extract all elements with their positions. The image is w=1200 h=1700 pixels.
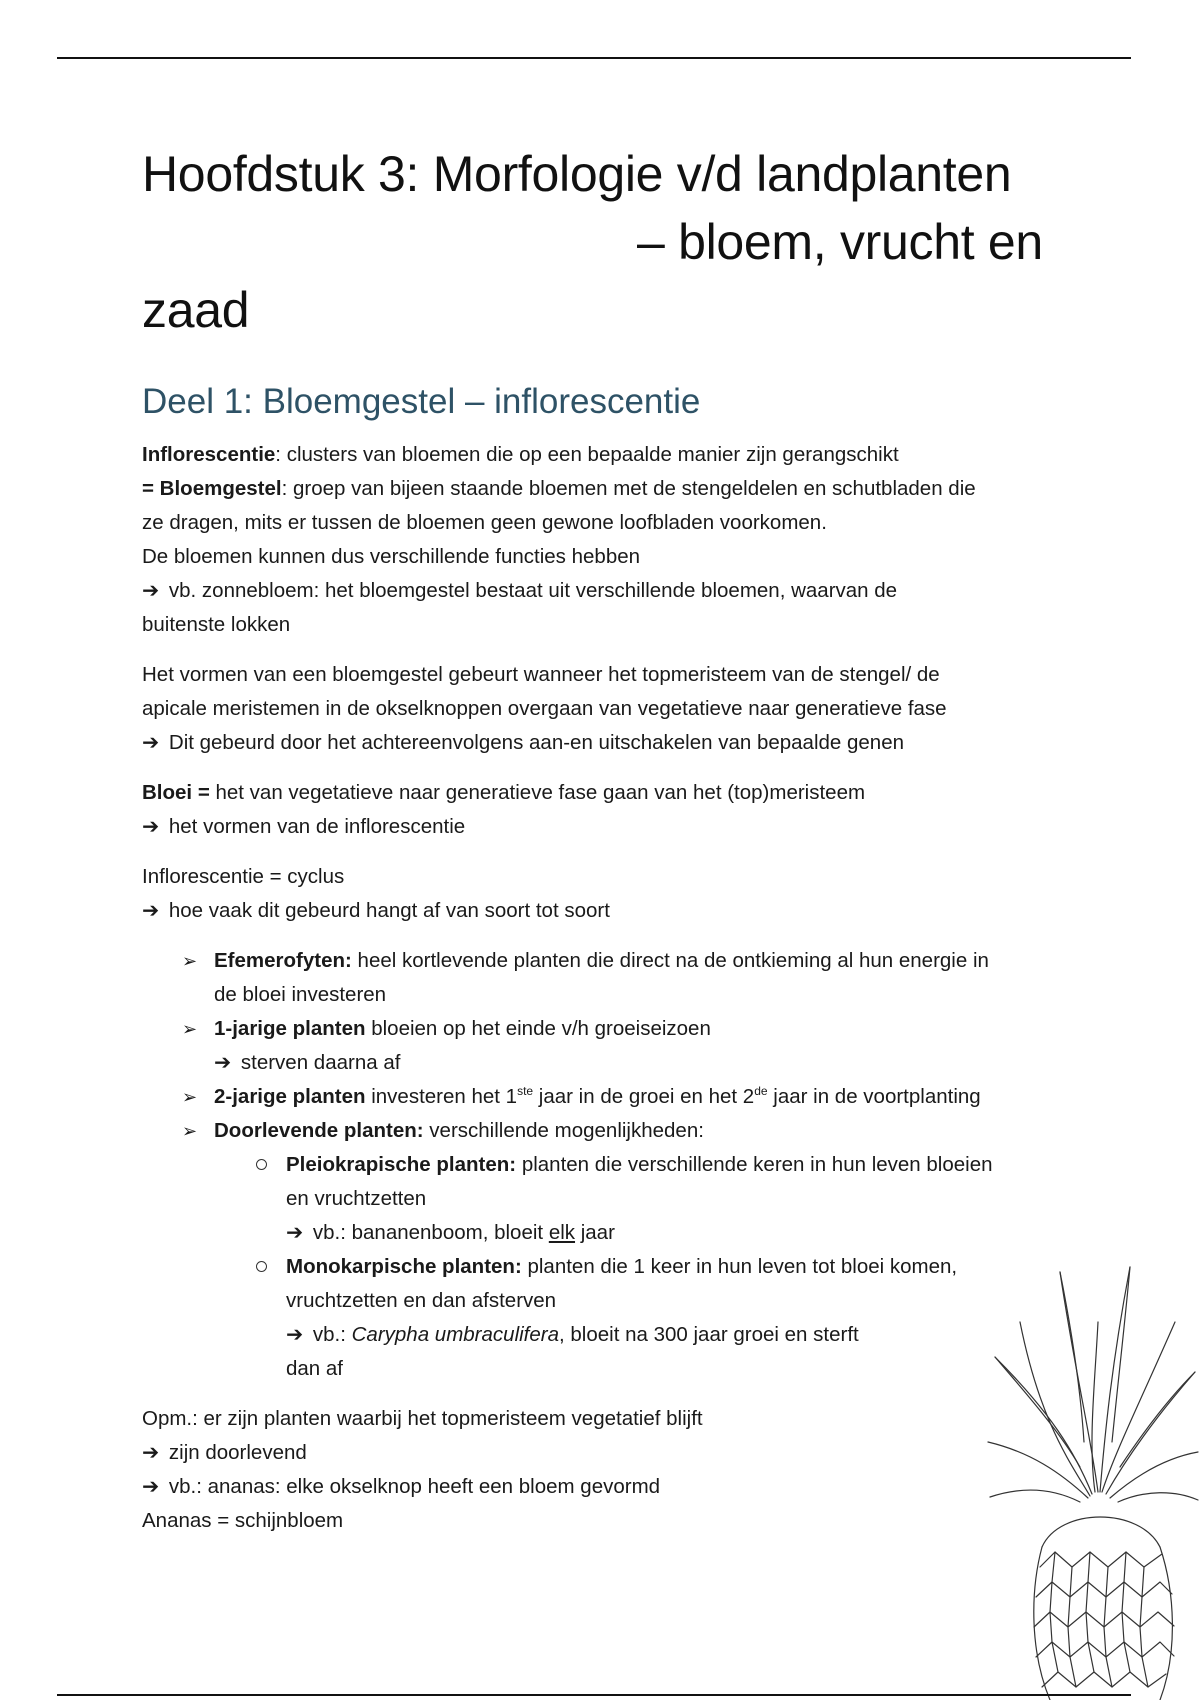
list-item-2-jarige: ➢ 2-jarige planten investeren het 1ste jaar in de groei en het 2de jaar in de voortplanting [182,1080,1062,1114]
bullet-arrow-icon: ➢ [182,1087,198,1107]
paragraph-bloei: Bloei = het van vegetatieve naar generatieve fase gaan van het (top)meristeem ➔ het vormen van de inflorescentie [142,781,866,838]
list-item-efemerofyten: ➢ Efemerofyten: heel kortlevende planten die direct na de ontkieming al hun energie in de bloei investeren [182,944,1062,1012]
circle-bullet-icon [256,1261,267,1272]
arrow-icon: ➔ [286,1323,304,1346]
arrow-icon: ➔ [142,1475,160,1498]
arrow-icon: ➔ [286,1221,304,1244]
arrow-icon: ➔ [142,1441,160,1464]
sublist-item-pleiokrapische: Pleiokrapische planten: planten die verschillende keren in hun leven bloeien en vruchtzetten ➔ vb.: bananenboom, bloeit elk jaar [254,1148,1062,1250]
section-content [142,438,1062,1538]
title-line-3: zaad [142,282,250,338]
doorlevende-sublist [214,1148,1062,1386]
section-title: Deel 1: Bloemgestel – inflorescentie [142,382,701,421]
arrow-icon: ➔ [142,815,160,838]
bullet-arrow-icon: ➢ [182,951,198,971]
arrow-icon: ➔ [214,1051,232,1074]
term-bloemgestel: = Bloemgestel [142,477,282,500]
page-title [142,140,1062,344]
pineapple-illustration [980,1262,1200,1700]
bottom-rule [57,1694,1131,1696]
arrow-icon: ➔ [142,579,160,602]
circle-bullet-icon [256,1159,267,1170]
term-bloei: Bloei = [142,781,210,804]
title-line-1: Hoofdstuk 3: Morfologie v/d landplanten [142,146,1012,202]
top-rule [57,57,1131,59]
term-inflorescentie: Inflorescentie [142,443,276,466]
paragraph-cyclus: Inflorescentie = cyclus ➔ hoe vaak dit gebeurd hangt af van soort tot soort [142,865,610,922]
paragraph-opmerking: Opm.: er zijn planten waarbij het topmeristeem vegetatief blijft ➔ zijn doorlevend ➔ vb.: ananas: elke okselknop heeft een bloem gevormd Ananas = schijnbloem [142,1407,703,1532]
sublist-item-monokarpische: Monokarpische planten: planten die 1 keer in hun leven tot bloei komen, vruchtzetten en dan afsterven ➔ vb.: Carypha umbraculifera, bloeit na 300 jaar groei en sterft dan af [254,1250,1062,1386]
plant-types-list [142,944,1062,1386]
bullet-arrow-icon: ➢ [182,1019,198,1039]
list-item-doorlevende: ➢ Doorlevende planten: verschillende mogenlijkheden: Pleiokrapische planten: planten die verschillende keren in hun leven bloeien en vruchtzetten ➔ vb.: bananenboom, bloeit elk jaar Monokarpische planten: planten die 1 keer in hun leven tot bloei komen, vruchtzetten en dan afsterven ➔ vb.: Carypha umbraculifera, bloeit na 300 jaar groei en sterft dan af [182,1114,1062,1386]
title-line-2: – bloem, vrucht en [637,214,1043,270]
paragraph-definition: Inflorescentie: clusters van bloemen die op een bepaalde manier zijn gerangschikt = Bloemgestel: groep van bijeen staande bloemen met de stengeldelen en schutbladen die ze dragen, mits er tussen de bloemen geen gewone loofbladen voorkomen. De bloemen kunnen dus verschillende functies hebben ➔ vb. zonnebloem: het bloemgestel bestaat uit verschillende bloemen, waarvan de buitenste lokken [142,443,976,636]
arrow-icon: ➔ [142,731,160,754]
arrow-icon: ➔ [142,899,160,922]
paragraph-formation: Het vormen van een bloemgestel gebeurt wanneer het topmeristeem van de stengel/ de apicale meristemen in de okselknoppen overgaan van vegetatieve naar generatieve fase ➔ Dit gebeurd door het achtereenvolgens aan-en uitschakelen van bepaalde genen [142,663,947,754]
bullet-arrow-icon: ➢ [182,1121,198,1141]
document-body [142,140,1062,1554]
list-item-1-jarige: ➢ 1-jarige planten bloeien op het einde v/h groeiseizoen ➔ sterven daarna af [182,1012,1062,1080]
